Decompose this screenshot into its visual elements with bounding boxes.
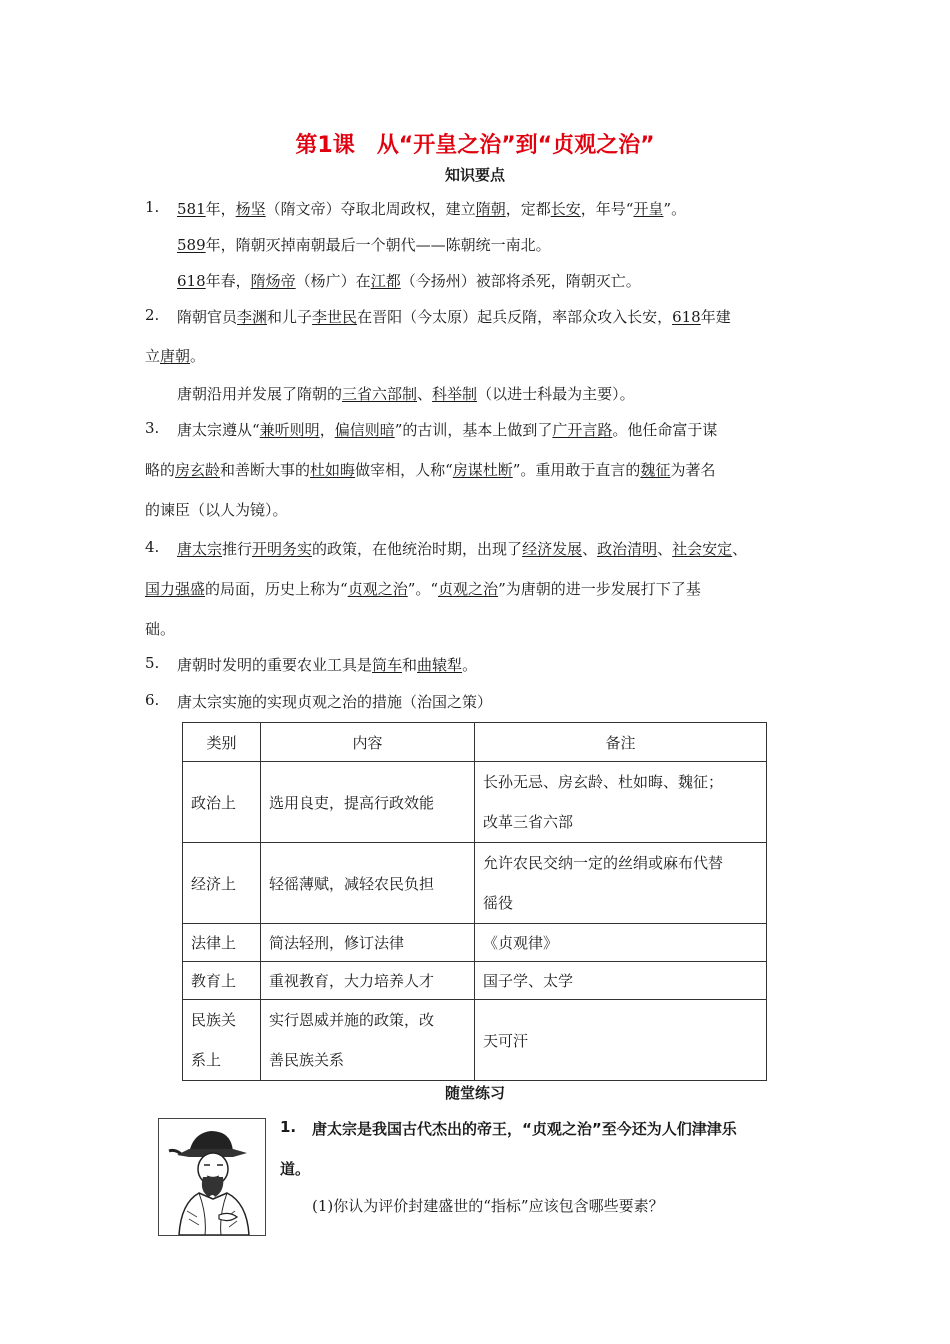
- table-cell: 选用良吏，提高行政效能: [261, 762, 475, 843]
- table-cell: 《贞观律》: [475, 924, 767, 962]
- item-number: 2.: [145, 306, 160, 324]
- table-cell: 长孙无忌、房玄龄、杜如晦、魏征； 改革三省六部: [475, 762, 767, 843]
- page-title: 第1课 从“开皇之治”到“贞观之治”: [295, 133, 655, 158]
- table-cell: 政治上: [183, 762, 261, 843]
- item-2-line-a: 隋朝官员李渊和儿子李世民在晋阳（今太原）起兵反隋，率部众攻入长安，618年建: [177, 308, 731, 326]
- table-cell: 允许农民交纳一定的丝绢或麻布代替 徭役: [475, 843, 767, 924]
- policy-table: [182, 722, 767, 1081]
- item-2-line-b: 立唐朝。: [145, 347, 206, 365]
- question-number: 1.: [280, 1118, 297, 1136]
- table-cell: 简法轻刑，修订法律: [261, 924, 475, 962]
- section-heading-practice: 随堂练习: [444, 1084, 505, 1102]
- item-1-line-b: 589年，隋朝灭掉南朝最后一个朝代——陈朝统一南北。: [177, 236, 551, 254]
- table-row: [183, 962, 767, 1000]
- question-1-text-line-2: 道。: [280, 1160, 311, 1178]
- item-number: 1.: [145, 198, 160, 216]
- table-cell: 轻徭薄赋，减轻农民负担: [261, 843, 475, 924]
- table-cell: 实行恩威并施的政策，改 善民族关系: [261, 1000, 475, 1081]
- item-2-line-c: 唐朝沿用并发展了隋朝的三省六部制、科举制（以进士科最为主要）。: [177, 385, 635, 403]
- item-3-line-b: 略的房玄龄和善断大事的杜如晦做宰相，人称“房谋杜断”。重用敢于直言的魏征为著名: [145, 461, 716, 479]
- item-number: 3.: [145, 419, 160, 437]
- item-3-line-c: 的谏臣（以人为镜）。: [145, 501, 288, 519]
- table-cell: 国子学、太学: [475, 962, 767, 1000]
- item-3-line-a: 唐太宗遵从“兼听则明，偏信则暗”的古训，基本上做到了广开言路。他任命富于谋: [177, 421, 718, 439]
- emperor-portrait-image: [158, 1118, 266, 1236]
- table-cell: 法律上: [183, 924, 261, 962]
- table-cell: 天可汗: [475, 1000, 767, 1081]
- item-1-line-c: 618年春，隋炀帝（杨广）在江都（今扬州）被部将杀死，隋朝灭亡。: [177, 272, 641, 290]
- table-header: 备注: [475, 723, 767, 762]
- table-header: 内容: [261, 723, 475, 762]
- table-cell: 民族关 系上: [183, 1000, 261, 1081]
- item-number: 6.: [145, 691, 160, 709]
- table-row: [183, 924, 767, 962]
- question-1-subquestion: (1)你认为评价封建盛世的“指标”应该包含哪些要素？: [312, 1197, 664, 1215]
- question-1-text-line-1: 唐太宗是我国古代杰出的帝王，“贞观之治”至今还为人们津津乐: [312, 1120, 737, 1138]
- table-header-row: [183, 723, 767, 762]
- table-cell: 经济上: [183, 843, 261, 924]
- table-cell: 重视教育，大力培养人才: [261, 962, 475, 1000]
- item-6-line: 唐太宗实施的实现贞观之治的措施（治国之策）: [177, 693, 493, 711]
- section-heading-knowledge: 知识要点: [444, 166, 505, 184]
- table-row: [183, 762, 767, 843]
- item-4-line-c: 础。: [145, 620, 176, 638]
- item-5-line: 唐朝时发明的重要农业工具是筒车和曲辕犁。: [177, 656, 478, 674]
- table-row: [183, 1000, 767, 1081]
- item-1-line-a: 581年，杨坚（隋文帝）夺取北周政权，建立隋朝，定都长安，年号“开皇”。: [177, 200, 687, 218]
- item-number: 5.: [145, 654, 160, 672]
- table-header: 类别: [183, 723, 261, 762]
- item-4-line-a: 唐太宗推行开明务实的政策，在他统治时期，出现了经济发展、政治清明、社会安定、: [177, 540, 748, 558]
- table-row: [183, 843, 767, 924]
- item-number: 4.: [145, 538, 160, 556]
- table-cell: 教育上: [183, 962, 261, 1000]
- item-4-line-b: 国力强盛的局面，历史上称为“贞观之治”。“贞观之治”为唐朝的进一步发展打下了基: [145, 580, 701, 598]
